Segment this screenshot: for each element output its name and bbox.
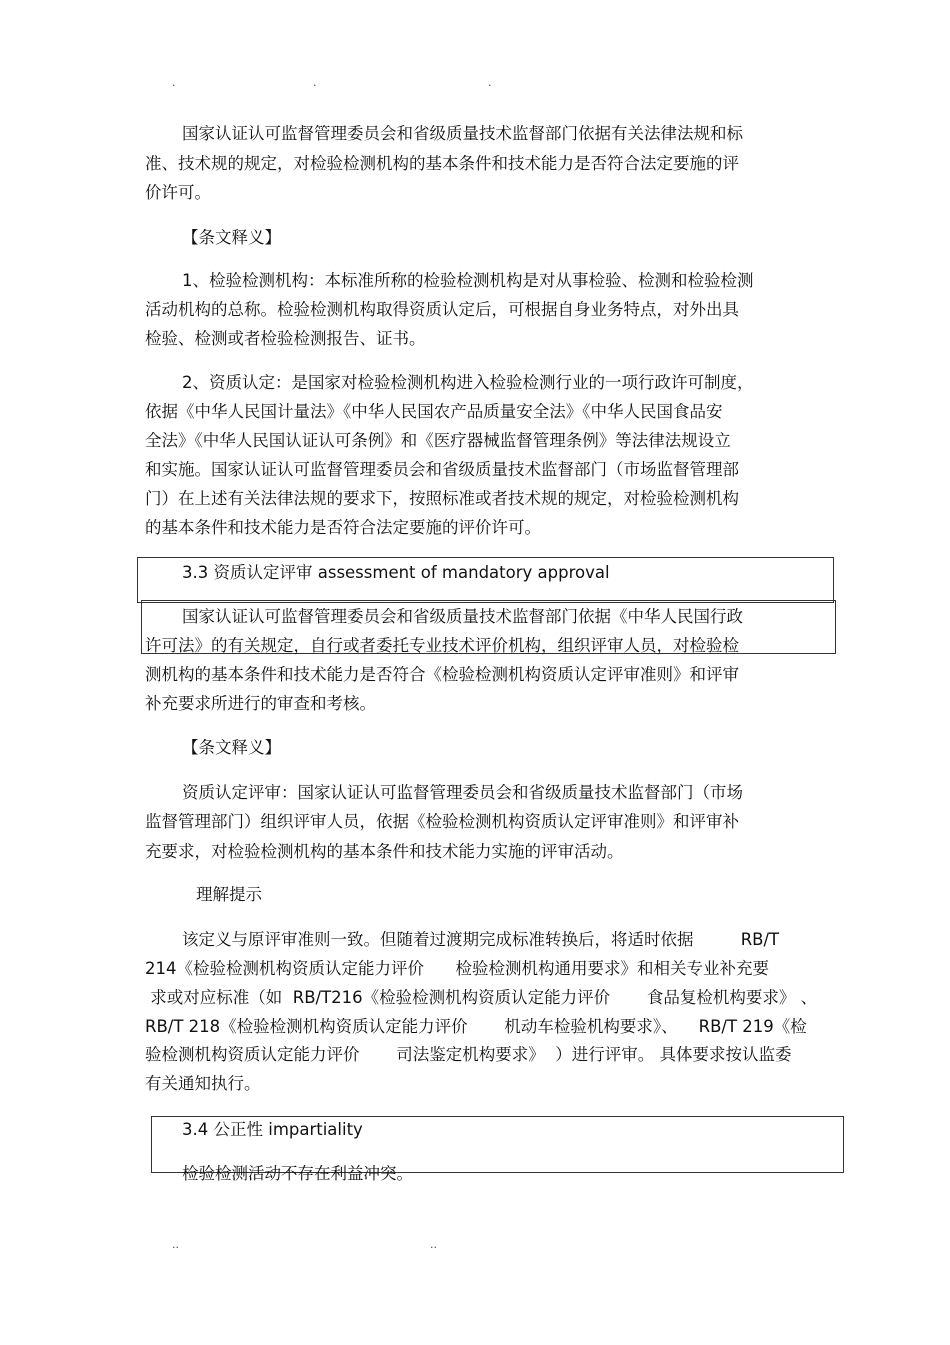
paragraph-line: 充要求，对检验检测机构的基本条件和技术能力实施的评审活动。 xyxy=(145,842,624,861)
paragraph-line: 门）在上述有关法律法规的要求下，按照标准或者技术规的规定，对检验检测机构 xyxy=(145,489,739,508)
paragraph-line: 测机构的基本条件和技术能力是否符合《检验检测机构资质认定评审准则》和评审 xyxy=(145,665,739,684)
paragraph-line: 214《检验检测机构资质认定能力评价 检验检测机构通用要求》和相关专业补充要 xyxy=(145,959,769,978)
paragraph-line: 全法》《中华人民国认证认可条例》和《医疗器械监督管理条例》等法律法规设立 xyxy=(145,431,731,450)
paragraph-line: 检验、检测或者检验检测报告、证书。 xyxy=(145,329,426,348)
paragraph-line: 资质认定评审：国家认证认可监督管理委员会和省级质量技术监督部门（市场 xyxy=(182,783,743,802)
paragraph-line: RB/T 218《检验检测机构资质认定能力评价 机动车检验机构要求》、 RB/T 219《检 xyxy=(145,1017,807,1036)
paragraph-line: 监督管理部门）组织评审人员，依据《检验检测机构资质认定评审准则》和评审补 xyxy=(145,812,739,831)
section-title: 3.4 公正性 impartiality xyxy=(182,1120,363,1139)
paragraph-line: 检验检测活动不存在利益冲突。 xyxy=(182,1164,413,1183)
paragraph-line: 依据《中华人民国计量法》《中华人民国农产品质量安全法》《中华人民国食品安 xyxy=(145,402,723,421)
paragraph-line: 的基本条件和技术能力是否符合法定要施的评价许可。 xyxy=(145,518,541,537)
header-dot: . xyxy=(172,76,176,89)
paragraph-line: 2、资质认定：是国家对检验检测机构进入检验检测行业的一项行政许可制度， xyxy=(182,373,754,392)
paragraph-line: 国家认证认可监督管理委员会和省级质量技术监督部门依据有关法律法规和标 xyxy=(182,124,743,143)
paragraph-line: 许可法》的有关规定，自行或者委托专业技术评价机构，组织评审人员，对检验检 xyxy=(145,636,739,655)
hint-heading: 理解提示 xyxy=(196,885,262,904)
footer-dot: .. xyxy=(430,1238,437,1251)
paragraph-line: 价许可。 xyxy=(145,183,211,202)
paragraph-line: 国家认证认可监督管理委员会和省级质量技术监督部门依据《中华人民国行政 xyxy=(182,607,743,626)
paragraph-line: 准、技术规的规定，对检验检测机构的基本条件和技术能力是否符合法定要施的评 xyxy=(145,154,739,173)
paragraph-line: 有关通知执行。 xyxy=(145,1074,261,1093)
paragraph-line: 求或对应标准（如 RB/T216《检验检测机构资质认定能力评价 食品复检机构要求》 、 xyxy=(145,988,818,1007)
footer-dot: .. xyxy=(172,1238,179,1251)
header-dot: . xyxy=(313,76,317,89)
paragraph-line: 验检测机构资质认定能力评价 司法鉴定机构要求》 ）进行评审。 具体要求按认监委 xyxy=(145,1045,792,1064)
interpretation-heading: 【条文释义】 xyxy=(182,738,281,757)
header-dot: . xyxy=(488,76,492,89)
paragraph-line: 补充要求所进行的审查和考核。 xyxy=(145,694,376,713)
paragraph-line: 和实施。国家认证认可监督管理委员会和省级质量技术监督部门（市场监督管理部 xyxy=(145,460,739,479)
interpretation-heading: 【条文释义】 xyxy=(182,228,281,247)
section-title: 3.3 资质认定评审 assessment of mandatory approval xyxy=(182,563,610,582)
paragraph-line: 该定义与原评审准则一致。但随着过渡期完成标准转换后，将适时依据 RB/T xyxy=(182,930,780,949)
paragraph-line: 活动机构的总称。检验检测机构取得资质认定后，可根据自身业务特点，对外出具 xyxy=(145,300,739,319)
paragraph-line: 1、检验检测机构：本标准所称的检验检测机构是对从事检验、检测和检验检测 xyxy=(182,271,754,290)
